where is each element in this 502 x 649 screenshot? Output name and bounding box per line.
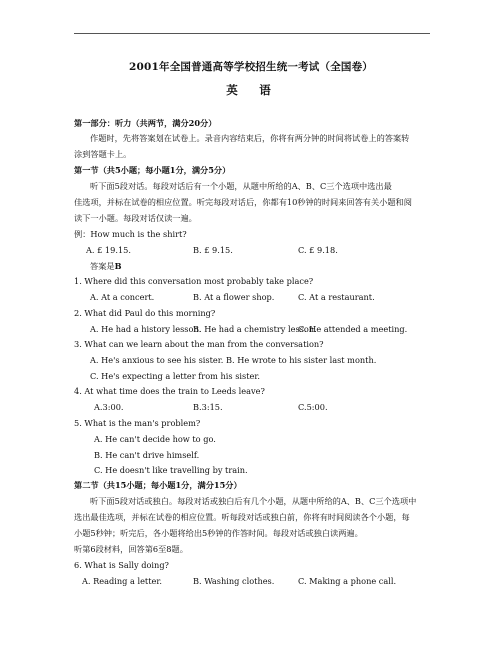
question-4: 4. At what time does the train to Leeds leave? — [74, 386, 265, 396]
q1-option-a: A. At a concert. — [90, 292, 155, 302]
q5-option-c: C. He doesn't like travelling by train. — [94, 465, 248, 475]
section1-instruction-3: 读下一小题。每段对话仅读一遍。 — [74, 213, 197, 223]
example-option-b: B. £ 9.15. — [193, 245, 233, 255]
example-option-c: C. £ 9.18. — [298, 245, 338, 255]
example-option-a: A. £ 19.15. — [86, 245, 131, 255]
q4-option-a: A.3:00. — [94, 402, 124, 412]
q3-option-a: A. He's anxious to see his sister. — [90, 355, 224, 365]
q2-option-a: A. He had a history lesson. — [90, 324, 202, 334]
q4-option-c: C.5:00. — [298, 402, 328, 412]
section2-instruction-3: 小题5秒钟；听完后，各小题将给出5秒钟的作答时间。每段对话或独白读两遍。 — [74, 528, 363, 538]
question-6: 6. What is Sally doing? — [74, 560, 169, 570]
header-rule — [74, 33, 430, 34]
exam-title: 2001年全国普通高等学校招生统一考试（全国卷） — [128, 61, 374, 73]
example-answer-label: 答案是 — [90, 261, 115, 271]
section1-heading: 第一节（共5小题；每小题1分，满分5分） — [74, 165, 231, 175]
q2-option-c: C. He attended a meeting. — [298, 324, 408, 334]
question-1: 1. Where did this conversation most probably take place? — [74, 276, 314, 286]
part1-instruction-1: 作题时，先将答案划在试卷上。录音内容结束后，你将有两分钟的时间将试卷上的答案转 — [90, 133, 410, 143]
part1-heading: 第一部分：听力（共两节，满分20分） — [74, 118, 217, 128]
example-answer — [90, 261, 122, 271]
section2-instruction-2: 选出最佳选项，并标在试卷的相应位置。听每段对话或独白前，你将有时间阅读各个小题，每 — [74, 512, 410, 522]
q5-option-a: A. He can't decide how to go. — [94, 434, 216, 444]
section2-heading: 第二节（共15小题；每小题1分，满分15分） — [74, 480, 242, 490]
example-question: 例：How much is the shirt? — [74, 229, 187, 239]
section2-lead: 听第6段材料，回答第6至8题。 — [74, 544, 188, 554]
part1-instruction-2: 涂到答题卡上。 — [74, 149, 132, 159]
section2-instruction-1: 听下面5段对话或独白。每段对话或独白后有几个小题，从题中所给的A、B、C三个选项中 — [90, 496, 417, 506]
q6-option-b: B. Washing clothes. — [193, 576, 275, 586]
q6-option-a: A. Reading a letter. — [82, 576, 162, 586]
section1-instruction-1: 听下面5段对话。每段对话后有一个小题，从题中所给的A、B、C三个选项中选出最 — [90, 181, 392, 191]
q6-option-c: C. Making a phone call. — [298, 576, 397, 586]
q3-option-c: C. He's expecting a letter from his sister. — [90, 371, 260, 381]
subject-title: 英 语 — [226, 83, 276, 97]
q3-option-b: B. He wrote to his sister last month. — [226, 355, 377, 365]
q4-option-b: B.3:15. — [193, 402, 223, 412]
q1-option-b: B. At a flower shop. — [193, 292, 275, 302]
q2-option-b: B. He had a chemistry lesson. — [193, 324, 317, 334]
question-2: 2. What did Paul do this morning? — [74, 308, 216, 318]
section1-instruction-2: 佳选项，并标在试卷的相应位置。听完每段对话后，你都有10秒钟的时间来回答有关小题和阅 — [74, 197, 412, 207]
question-3: 3. What can we learn about the man from the conversation? — [74, 339, 324, 349]
example-answer-value: B — [114, 261, 122, 271]
question-5: 5. What is the man's problem? — [74, 418, 201, 428]
q5-option-b: B. He can't drive himself. — [94, 450, 200, 460]
q1-option-c: C. At a restaurant. — [298, 292, 375, 302]
